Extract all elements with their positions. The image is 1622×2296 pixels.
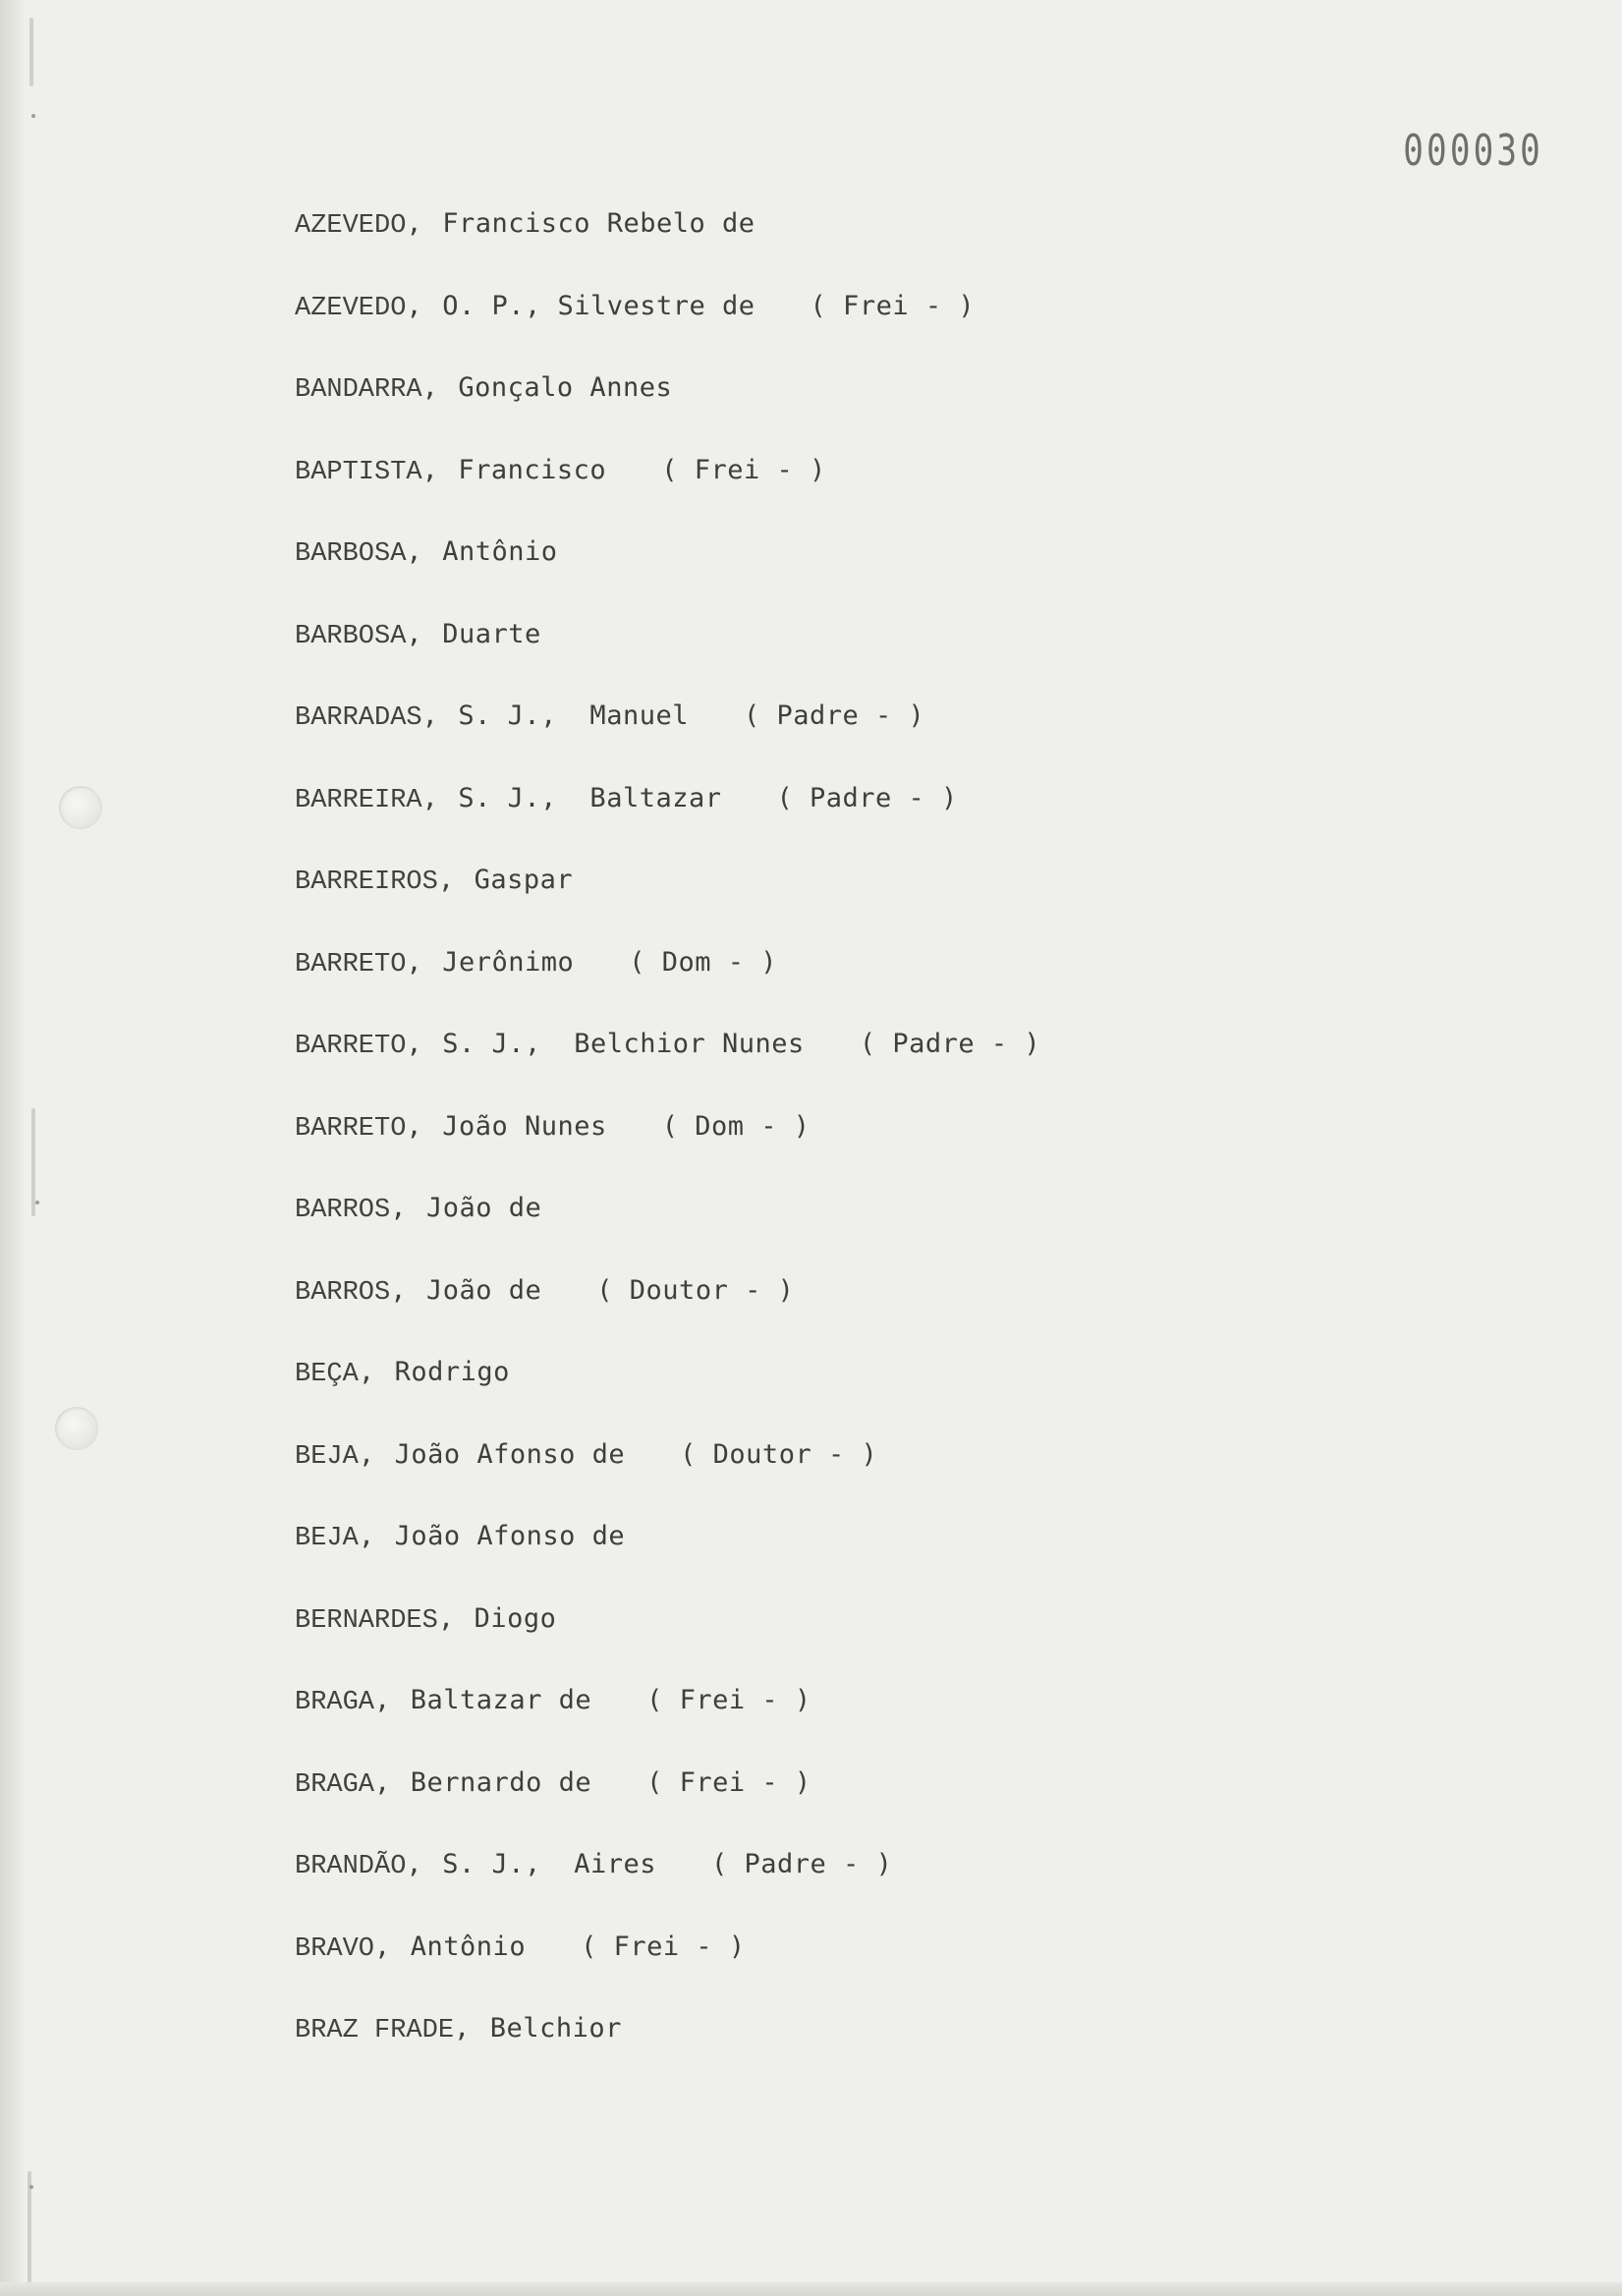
entry-given-name: Francisco bbox=[458, 454, 607, 485]
entry-separator: , bbox=[374, 1766, 391, 1798]
index-entry bbox=[295, 532, 1474, 615]
entry-given-name: S. J., Baltazar bbox=[458, 782, 722, 813]
index-entry bbox=[295, 1599, 1474, 1682]
index-entry bbox=[295, 204, 1474, 287]
entry-surname: BARBOSA bbox=[295, 621, 407, 651]
entry-title: ( Frei - ) bbox=[646, 1766, 811, 1798]
index-entry bbox=[295, 1025, 1474, 1107]
index-entry bbox=[295, 368, 1474, 451]
entry-given-name: Antônio bbox=[410, 1931, 527, 1962]
entry-separator: , bbox=[437, 865, 455, 895]
name-index-list bbox=[295, 204, 1474, 2092]
index-entry bbox=[295, 615, 1474, 698]
index-entry bbox=[295, 451, 1474, 533]
entry-surname: BARROS bbox=[295, 1277, 391, 1308]
entry-given-name: João Afonso de bbox=[394, 1438, 626, 1470]
entry-given-name: S. J., Aires bbox=[442, 1849, 657, 1879]
entry-surname: BANDARRA bbox=[295, 375, 422, 405]
entry-separator: , bbox=[406, 946, 423, 978]
index-entry bbox=[295, 1189, 1474, 1271]
entry-separator: , bbox=[374, 1931, 391, 1962]
entry-title: ( Frei - ) bbox=[661, 454, 826, 485]
entry-given-name: Gonçalo Annes bbox=[458, 372, 673, 403]
entry-given-name: S. J., Manuel bbox=[458, 700, 689, 731]
entry-separator: , bbox=[421, 782, 439, 813]
index-entry bbox=[295, 1764, 1474, 1846]
index-entry bbox=[295, 943, 1474, 1026]
entry-given-name: João de bbox=[425, 1274, 542, 1306]
entry-separator: , bbox=[358, 1357, 375, 1387]
margin-mark bbox=[31, 1108, 35, 1216]
entry-title: ( Padre - ) bbox=[776, 782, 958, 813]
entry-surname: BARRETO bbox=[295, 1113, 407, 1144]
entry-given-name: Belchior bbox=[489, 2013, 622, 2044]
margin-dot bbox=[31, 114, 35, 118]
entry-separator: , bbox=[390, 1193, 407, 1223]
entry-separator: , bbox=[406, 290, 423, 321]
entry-separator: , bbox=[421, 700, 439, 731]
entry-surname: BEJA bbox=[295, 1524, 359, 1553]
margin-mark bbox=[28, 2171, 31, 2289]
entry-surname: AZEVEDO bbox=[295, 293, 407, 323]
punch-hole bbox=[59, 786, 102, 829]
entry-given-name: Baltazar de bbox=[410, 1685, 592, 1715]
entry-title: ( Padre - ) bbox=[711, 1849, 893, 1879]
entry-surname: BARREIRA bbox=[295, 785, 422, 815]
entry-surname: BARRADAS bbox=[295, 703, 422, 733]
entry-separator: , bbox=[406, 1029, 423, 1059]
entry-given-name: S. J., Belchior Nunes bbox=[442, 1029, 805, 1059]
entry-given-name: Jerônimo bbox=[442, 946, 575, 978]
entry-given-name: Gaspar bbox=[474, 865, 574, 895]
entry-separator: , bbox=[358, 1521, 375, 1551]
entry-given-name: João Afonso de bbox=[394, 1521, 626, 1551]
entry-given-name: O. P., Silvestre de bbox=[442, 290, 755, 321]
entry-title: ( Frei - ) bbox=[810, 290, 976, 321]
entry-separator: , bbox=[454, 2013, 471, 2044]
margin-dot bbox=[29, 2185, 33, 2189]
page-bottom-edge bbox=[0, 2282, 1622, 2296]
entry-separator: , bbox=[406, 618, 423, 649]
entry-separator: , bbox=[421, 454, 439, 485]
entry-title: ( Padre - ) bbox=[743, 700, 925, 731]
margin-dot bbox=[35, 1201, 39, 1204]
entry-surname: BRAGA bbox=[295, 1769, 375, 1800]
entry-given-name: João de bbox=[425, 1193, 542, 1223]
index-entry bbox=[295, 1517, 1474, 1599]
index-entry bbox=[295, 697, 1474, 779]
entry-title: ( Frei - ) bbox=[646, 1685, 811, 1715]
entry-title: ( Dom - ) bbox=[661, 1110, 811, 1142]
entry-given-name: Duarte bbox=[442, 618, 541, 649]
entry-surname: BARRETO bbox=[295, 949, 407, 980]
entry-surname: BRAVO bbox=[295, 1933, 375, 1964]
entry-surname: BARBOSA bbox=[295, 539, 407, 569]
entry-surname: BARREIROS bbox=[295, 868, 438, 897]
entry-title: ( Doutor - ) bbox=[596, 1274, 795, 1306]
index-entry bbox=[295, 1435, 1474, 1518]
entry-title: ( Dom - ) bbox=[629, 946, 778, 978]
entry-separator: , bbox=[358, 1438, 375, 1470]
index-entry bbox=[295, 1271, 1474, 1354]
entry-title: ( Padre - ) bbox=[859, 1029, 1041, 1059]
entry-surname: BERNARDES bbox=[295, 1605, 438, 1636]
entry-surname: BRAZ FRADE bbox=[295, 2016, 455, 2045]
entry-separator: , bbox=[406, 208, 423, 239]
entry-title: ( Frei - ) bbox=[581, 1931, 746, 1962]
entry-separator: , bbox=[421, 372, 439, 403]
page-left-edge bbox=[0, 0, 24, 2296]
index-entry bbox=[295, 1681, 1474, 1764]
entry-surname: BEÇA bbox=[295, 1360, 359, 1389]
index-entry bbox=[295, 1107, 1474, 1190]
index-entry bbox=[295, 779, 1474, 862]
entry-given-name: Diogo bbox=[474, 1602, 557, 1634]
entry-surname: BARRETO bbox=[295, 1032, 407, 1061]
index-entry bbox=[295, 861, 1474, 943]
index-entry bbox=[295, 1845, 1474, 1928]
entry-surname: BEJA bbox=[295, 1441, 359, 1472]
entry-given-name: Rodrigo bbox=[394, 1357, 510, 1387]
entry-given-name: João Nunes bbox=[442, 1110, 607, 1142]
entry-separator: , bbox=[437, 1602, 455, 1634]
entry-separator: , bbox=[406, 1110, 423, 1142]
punch-hole bbox=[55, 1407, 98, 1450]
margin-mark bbox=[29, 18, 33, 86]
entry-surname: BRANDÃO bbox=[295, 1852, 407, 1881]
entry-surname: BAPTISTA bbox=[295, 457, 422, 487]
entry-surname: BRAGA bbox=[295, 1688, 375, 1717]
entry-given-name: Bernardo de bbox=[410, 1766, 592, 1798]
entry-separator: , bbox=[406, 1849, 423, 1879]
entry-surname: AZEVEDO bbox=[295, 211, 407, 241]
entry-separator: , bbox=[406, 536, 423, 567]
index-entry bbox=[295, 1353, 1474, 1435]
entry-surname: BARROS bbox=[295, 1196, 391, 1225]
entry-title: ( Doutor - ) bbox=[680, 1438, 878, 1470]
entry-separator: , bbox=[390, 1274, 407, 1306]
entry-given-name: Antônio bbox=[442, 536, 558, 567]
index-entry bbox=[295, 2009, 1474, 2092]
entry-separator: , bbox=[374, 1685, 391, 1715]
index-entry bbox=[295, 1928, 1474, 2010]
index-entry bbox=[295, 287, 1474, 369]
entry-given-name: Francisco Rebelo de bbox=[442, 208, 755, 239]
page-number: 000030 bbox=[1403, 126, 1543, 176]
